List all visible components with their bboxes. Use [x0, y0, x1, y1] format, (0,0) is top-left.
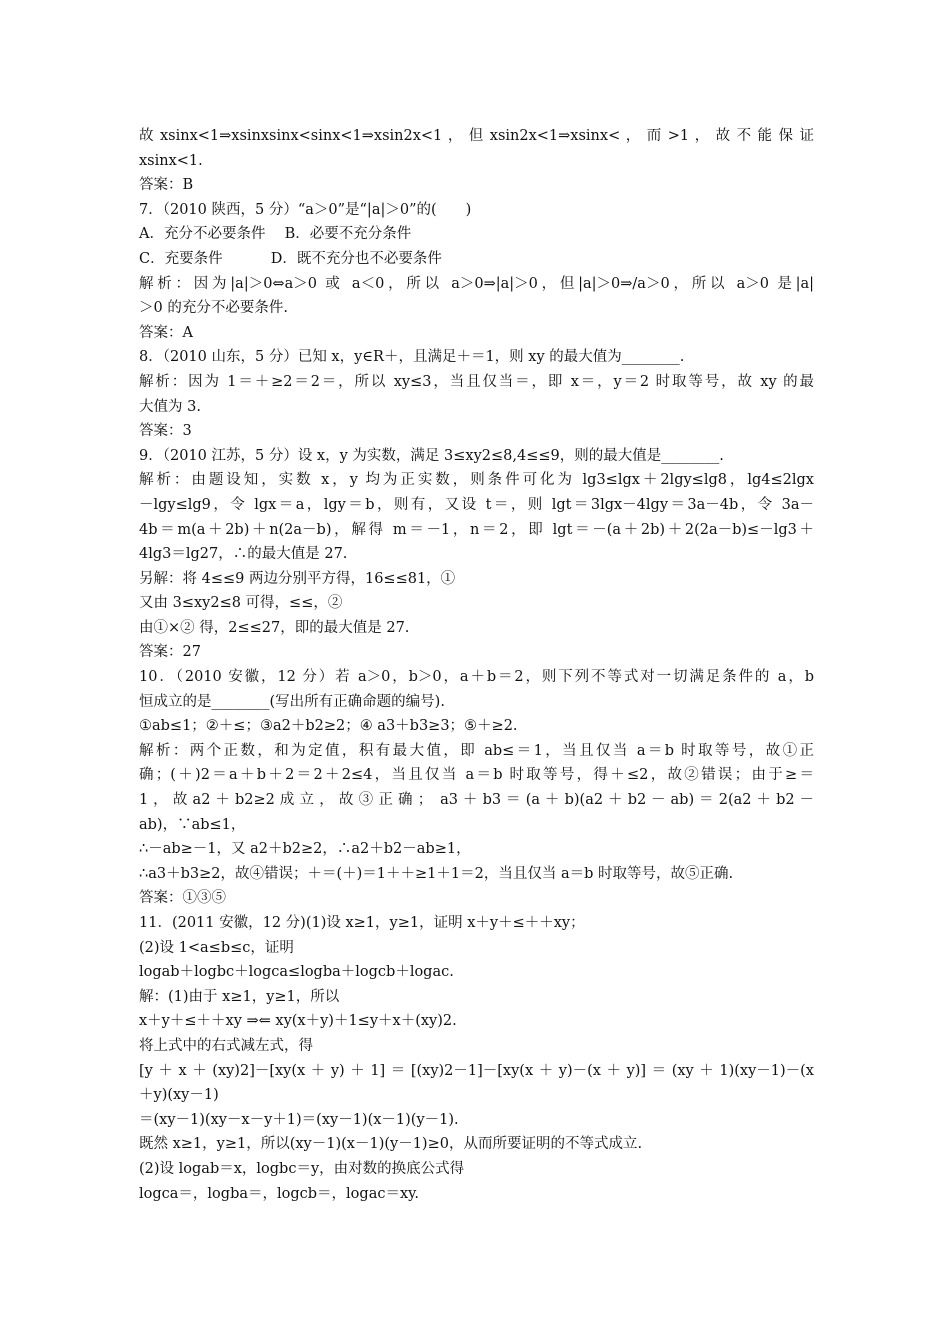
- analysis-line: 大值为 3.: [139, 398, 201, 415]
- analysis-line: 确；(＋)2＝a＋b＋2＝2＋2≤4，当且仅当 a＝b 时取等号，得＋≤2，故②错误；由于≥＝: [139, 767, 814, 784]
- analysis-line: ∴－ab≥－1，又 a2＋b2≥2，∴a2＋b2－ab≥1，: [139, 841, 471, 858]
- text-line: 故 xsinx<1⇒xsinxsinx<sinx<1⇒xsin2x<1 ， 但 xsin2x<1⇒xsinx< ， 而 >1 ， 故 不 能 保 证: [139, 128, 814, 144]
- statement-list: ①ab≤1；②＋≤；③a2＋b2≥2；④ a3＋b3≥3；⑤＋≥2.: [139, 718, 518, 735]
- alt-solution-line: 又由 3≤xy2≤8 可得，≤≤，②: [139, 595, 343, 612]
- solution-line: ＝(xy－1)(xy－x－y＋1)＝(xy－1)(x－1)(y－1).: [139, 1111, 459, 1128]
- question-11-part2: (2)设 1<a≤b≤c，证明: [139, 939, 294, 956]
- solution-line: 解：(1)由于 x≥1，y≥1，所以: [139, 988, 340, 1005]
- document-page: [139, 124, 814, 1206]
- answer-line: 答案：B: [139, 177, 194, 194]
- analysis-line: 解析：因为|a|＞0⇔a＞0 或 a＜0，所以 a＞0⇒|a|＞0，但|a|＞0⇒/a＞0，所以 a＞0 是|a|: [139, 275, 814, 292]
- question-11-part2: logab＋logbc＋logca≤logba＋logcb＋logac.: [139, 964, 454, 981]
- analysis-line: ab)，∵ab≤1，: [139, 816, 246, 833]
- analysis-line: 解析：两个正数，和为定值，积有最大值，即 ab≤＝1，当且仅当 a＝b 时取等号，故①正: [139, 742, 814, 759]
- analysis-line: 4b＝m(a＋2b)＋n(2a－b)，解得 m＝－1，n＝2，即 lgt＝－(a＋2b)＋2(2a－b)≤－lg3＋: [139, 521, 814, 538]
- solution-line: 将上式中的右式减左式，得: [139, 1037, 313, 1054]
- solution-line: [y＋x＋(xy)2]－[xy(x＋y)＋1]＝[(xy)2－1]－[xy(x＋y)－(x＋y)]＝(xy＋1)(xy－1)－(x: [139, 1062, 814, 1079]
- analysis-line: 1 ， 故 a2 ＋ b2≥2 成 立 ， 故 ③ 正 确 ； a3 ＋ b3 ＝ (a ＋ b)(a2 ＋ b2 － ab) ＝ 2(a2 ＋ b2 －: [139, 792, 814, 809]
- analysis-line: 解析：因为 1＝＋≥2＝2＝，所以 xy≤3，当且仅当＝，即 x＝，y＝2 时取等号，故 xy 的最: [139, 373, 814, 390]
- question-7: 7．（2010 陕西，5 分）“a＞0”是“|a|＞0”的( ): [139, 201, 472, 218]
- option-line: A．充分不必要条件 B．必要不充分条件: [139, 226, 412, 243]
- analysis-line: 解析：由题设知，实数 x，y 均为正实数，则条件可化为 lg3≤lgx＋2lgy≤lg8，lg4≤2lgx: [139, 472, 814, 489]
- analysis-line: －lgy≤lg9，令 lgx＝a，lgy＝b，则有，又设 t＝，则 lgt＝3lgx－4lgy＝3a－4b，令 3a－: [139, 496, 814, 513]
- question-10: 10．（2010 安徽，12 分）若 a＞0，b＞0，a＋b＝2，则下列不等式对一切满足条件的 a，b: [139, 669, 814, 686]
- answer-line: 答案：①③⑤: [139, 890, 226, 907]
- answer-line: 答案：27: [139, 644, 201, 661]
- answer-line: 答案：A: [139, 324, 193, 341]
- option-line: C．充要条件 D．既不充分也不必要条件: [139, 250, 442, 267]
- analysis-line: ∴a3＋b3≥2，故④错误；＋＝(＋)＝1＋＋≥1＋1＝2，当且仅当 a＝b 时取等号，故⑤正确.: [139, 865, 734, 882]
- alt-solution-line: 另解：将 4≤≤9 两边分别平方得，16≤≤81，①: [139, 570, 456, 587]
- solution-line: logca＝，logba＝，logcb＝，logac＝xy.: [139, 1185, 420, 1202]
- solution-line: ＋y)(xy－1): [139, 1087, 219, 1104]
- question-9: 9．（2010 江苏，5 分）设 x，y 为实数，满足 3≤xy2≤8,4≤≤9，则的最大值是________.: [139, 447, 724, 464]
- answer-line: 答案：3: [139, 423, 192, 440]
- solution-line: x＋y＋≤＋＋xy ⇒⇐ xy(x＋y)＋1≤y＋x＋(xy)2.: [139, 1013, 457, 1030]
- question-10-cont: 恒成立的是________(写出所有正确命题的编号).: [139, 693, 445, 710]
- question-11: 11．(2011 安徽，12 分)(1)设 x≥1，y≥1，证明 x＋y＋≤＋＋xy；: [139, 915, 585, 931]
- analysis-line: 4lg3＝lg27，∴的最大值是 27.: [139, 546, 348, 563]
- analysis-line: ＞0 的充分不必要条件.: [139, 300, 288, 317]
- question-8: 8．（2010 山东，5 分）已知 x，y∈R＋，且满足＋＝1，则 xy 的最大值为________.: [139, 349, 685, 366]
- solution-line: 既然 x≥1，y≥1，所以(xy－1)(x－1)(y－1)≥0，从而所要证明的不等式成立.: [139, 1136, 643, 1153]
- text-line: xsinx<1.: [139, 152, 203, 169]
- alt-solution-line: 由①×② 得，2≤≤27，即的最大值是 27.: [139, 619, 410, 636]
- solution-line: (2)设 logab＝x，logbc＝y，由对数的换底公式得: [139, 1160, 465, 1177]
